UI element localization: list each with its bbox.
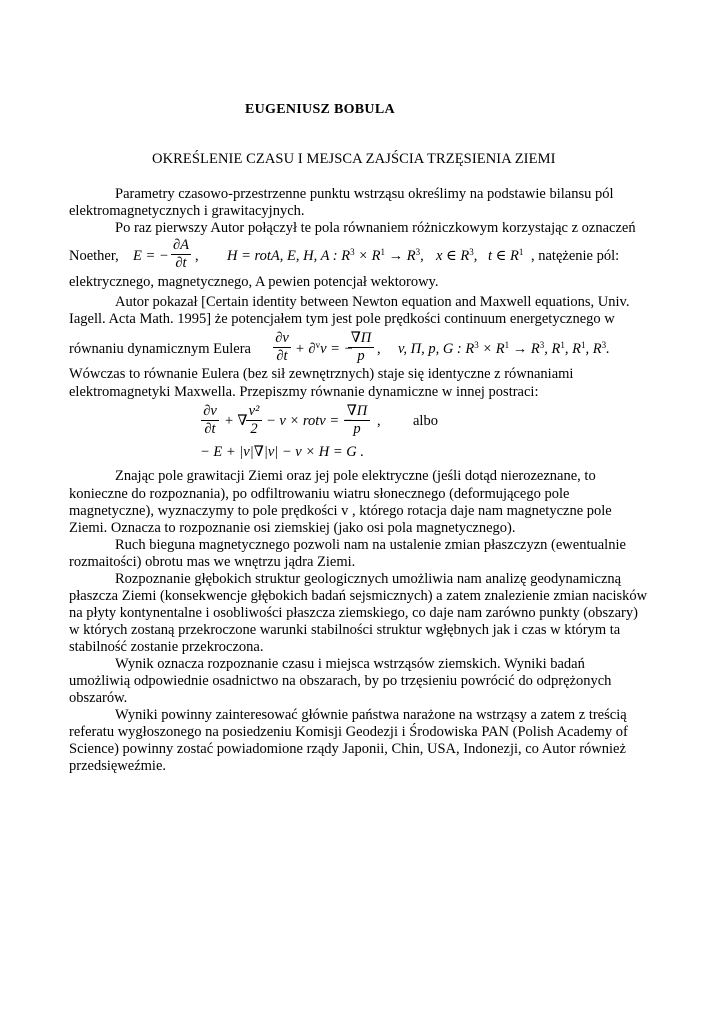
text-line: referatu wygłoszonego na posiedzeniu Komisji Geodezji i Środowiska PAN (Polish Academy of <box>69 724 628 740</box>
numerator: ∂v <box>203 403 217 419</box>
text-line: na płyty kontynentalne i osobliwości płaszcza ziemskiego, co daje nam zarówno punkty (obszary) <box>69 605 638 621</box>
eq3-c: → R <box>385 248 416 264</box>
fraction-v2-2 <box>245 403 263 438</box>
fraction-gradpi-p-2 <box>343 403 371 438</box>
equation-t-in-r1 <box>488 248 523 265</box>
fraction-dv-dt-2 <box>200 403 220 438</box>
text-line: Ruch bieguna magnetycznego pozwoli nam na ustalenie zmian płaszczyzn (ewentualnie <box>115 537 626 553</box>
numerator: ∂A <box>172 237 190 253</box>
dom-f: , R <box>585 341 602 357</box>
denominator: p <box>353 421 361 437</box>
text-line: Znając pole grawitacji Ziemi oraz jej pole elektryczne (jeśli dotąd nierozeznane, to <box>115 468 596 484</box>
paper-title: OKREŚLENIE CZASU I MEJSCA ZAJŚCIA TRZĘSIENIA ZIEMI <box>152 151 556 167</box>
text-line: Po raz pierwszy Autor połączył te pola równaniem różniczkowym korzystając z oznaczeń <box>115 220 636 236</box>
numerator: ∇Π <box>346 403 368 419</box>
dom-c: → R <box>509 341 540 357</box>
fraction-dv-dt <box>272 330 292 365</box>
dom-a: v, Π, p, G : R <box>398 341 475 357</box>
sup: 3 <box>474 340 479 350</box>
denominator: ∂t <box>175 255 187 271</box>
euler-mid-a: + ∂ <box>295 341 316 357</box>
denominator: ∂t <box>276 348 288 364</box>
text-line: Ziemi. Oznacza to rozpoznanie osi ziemskiej (jako osi pola magnetycznego). <box>69 520 516 536</box>
albo-word: albo <box>413 413 438 429</box>
dom-b: × R <box>478 341 505 357</box>
equation-domain <box>287 248 424 265</box>
fraction-dA-dt <box>170 237 192 272</box>
eq4-b: , <box>473 248 478 264</box>
eq4-a: x ∈ R <box>436 248 470 264</box>
euler-mid-b: v = − <box>320 341 354 357</box>
sup: 3 <box>539 340 545 350</box>
denominator: p <box>357 348 365 364</box>
equation-maxwell-2: − E + |v|∇|v| − v × H = G . <box>200 444 364 460</box>
text-line: Wyniki powinny zainteresować głównie państwa narażone na wstrząsy a zatem z treścią <box>115 707 627 723</box>
text-line: Parametry czasowo-przestrzenne punktu wstrząsu określimy na podstawie bilansu pól <box>115 186 614 202</box>
text-line: przedsięweźmie. <box>69 758 167 774</box>
max-middle: − v × rotv = − <box>266 413 353 429</box>
eq3-a: E, H, A : R <box>287 248 351 264</box>
equation-h-rot: H = rotA, <box>227 248 284 264</box>
text-line: Science) powinny zostać powiadomione rządy Japonii, Chin, USA, Indonezji, co Autor również <box>69 741 626 757</box>
denominator: 2 <box>250 421 258 437</box>
text-line: elektrycznego, magnetycznego, A pewien potencjał wektorowy. <box>69 274 439 290</box>
text-line: w których zostaną przekroczone warunki stabilności struktur wgłębnych jak i czas w którym ta <box>69 622 621 638</box>
eq3-b: × R <box>354 248 381 264</box>
text-line: Rozpoznanie głębokich struktur geologicznych umożliwia nam analizę geodynamiczną <box>115 571 622 587</box>
eq5-a: t ∈ R <box>488 248 519 264</box>
text-line: Wynik oznacza rozpoznanie czasu i miejsca wstrząsów ziemskich. Wyniki badań <box>115 656 585 672</box>
text-line: równaniu dynamicznym Eulera <box>69 341 251 357</box>
sup: 1 <box>560 340 565 350</box>
text-line: Autor pokazał [Certain identity between Newton equation and Maxwell equations, Univ. <box>115 294 630 310</box>
text-line: Iagell. Acta Math. 1995] że potencjałem tym jest pole prędkości continuum energetycznego w <box>69 311 615 327</box>
sup: 3 <box>469 247 474 257</box>
fraction-gradpi-p <box>347 330 375 365</box>
eq3-d: , <box>420 248 424 264</box>
euler-domain <box>398 341 610 358</box>
max-plus-nabla: + ∇ <box>224 413 248 429</box>
sup: 3 <box>415 247 421 257</box>
sup: v <box>315 340 321 350</box>
dom-e: , R <box>564 341 581 357</box>
text-line: płaszcza Ziemi (konsekwencje głębokich badań sejsmicznych) a zatem znalezienie zmian nacisków <box>69 588 648 604</box>
equation-e-lhs: E = − <box>133 248 169 264</box>
dom-d: , R <box>544 341 561 357</box>
comma: , <box>195 248 199 264</box>
sup: 1 <box>504 340 510 350</box>
numerator: v² <box>248 403 260 419</box>
numerator: ∂v <box>275 330 289 346</box>
comma: , <box>377 341 381 357</box>
text-line: magnetyczne), wyznaczymy to pole prędkości v , którego rotacja daje nam magnetyczne pole <box>69 503 612 519</box>
sup: 1 <box>518 247 524 257</box>
dom-g: . <box>606 341 610 357</box>
euler-middle <box>295 341 353 358</box>
sup: 1 <box>580 340 586 350</box>
text-line: rozmaitości) obrotu mas we wnętrzu jądra Ziemi. <box>69 554 356 570</box>
text-line: elektromagnetycznych i grawitacyjnych. <box>69 203 305 219</box>
author-name: EUGENIUSZ BOBULA <box>245 102 395 117</box>
sup: 1 <box>380 247 386 257</box>
text-line: elektromagnetyki Maxwella. Przepiszmy równanie dynamiczne w innej postraci: <box>69 384 539 400</box>
sup: 3 <box>601 340 607 350</box>
text-line: Noether, <box>69 248 119 264</box>
text-line: obszarów. <box>69 690 128 706</box>
equation-x-in-r3 <box>436 248 477 265</box>
numerator: ∇Π <box>350 330 372 346</box>
text-line: , natężenie pól: <box>531 248 620 264</box>
text-line: Wówczas to równanie Eulera (bez sił zewnętrznych) staje się identyczne z równaniami <box>69 366 574 382</box>
text-line: umożliwią odpowiednie osadnictwo na obszarach, by po trzęsieniu powrócić do odprężonych <box>69 673 612 689</box>
sup: 3 <box>350 247 355 257</box>
comma: , <box>377 413 381 429</box>
denominator: ∂t <box>204 421 216 437</box>
text-line: stabilność zostanie przekroczona. <box>69 639 264 655</box>
text-line: konieczne do rozpoznania), po odfiltrowaniu wiatru słonecznego (deformującego pole <box>69 486 570 502</box>
